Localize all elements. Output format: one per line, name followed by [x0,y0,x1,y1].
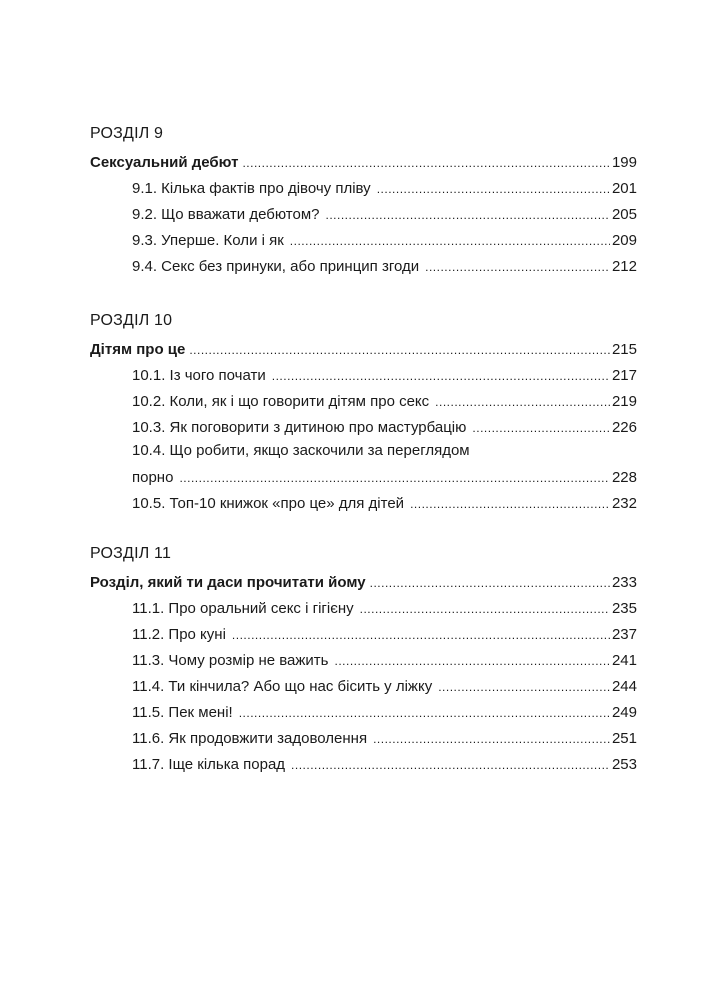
page-number: 205 [611,206,637,223]
item-title: 10.5. Топ-10 книжок «про це» для дітей [132,495,405,512]
item-title: 10.1. Із чого почати [132,367,266,384]
leader-dots [370,573,610,593]
leader-dots [360,599,610,619]
toc-item[interactable] [90,386,637,412]
section-heading: РОЗДІЛ 9 [90,125,164,142]
toc-item[interactable] [90,438,637,488]
leader-dots [335,651,610,671]
toc-item[interactable] [90,619,637,645]
item-title: 9.3. Уперше. Коли і як [132,232,284,249]
toc-item[interactable] [90,199,637,225]
toc-item[interactable] [90,173,637,199]
item-title-line2: порно [132,469,174,486]
leader-dots [291,755,610,775]
leader-dots [272,366,610,386]
chapter-title: Сексуальний дебют [90,154,239,171]
page-number: 226 [611,419,637,436]
leader-dots [438,677,610,697]
item-title: 11.6. Як продовжити задоволення [132,730,368,747]
chapter-title: Розділ, який ти даси прочитати йому [90,574,366,591]
page-number: 237 [611,626,637,643]
item-title: 11.2. Про куні [132,626,226,643]
section-heading: РОЗДІЛ 11 [90,545,172,562]
toc-item[interactable] [90,488,637,514]
item-title: 11.5. Пек мені! [132,704,233,721]
chapter-entry[interactable] [90,567,637,593]
page-number: 199 [611,154,637,171]
item-title: 10.3. Як поговорити з дитиною про мастурбацію [132,419,467,436]
leader-dots [377,179,610,199]
page-number: 209 [611,232,637,249]
leader-dots [435,392,610,412]
toc-item[interactable] [90,723,637,749]
page-number: 253 [611,756,637,773]
toc-item[interactable] [90,412,637,438]
toc-item[interactable] [90,360,637,386]
toc-item[interactable] [90,251,637,277]
section-9 [90,121,637,277]
item-title-line2-row [132,464,637,488]
item-title: 10.2. Коли, як і що говорити дітям про секс [132,393,430,410]
leader-dots [373,729,610,749]
chapter-entry[interactable] [90,334,637,360]
section-10 [90,308,637,514]
page-number: 244 [611,678,637,695]
chapter-title: Дітям про це [90,341,186,358]
page-number: 249 [611,704,637,721]
leader-dots [232,625,610,645]
item-title: 9.4. Секс без принуки, або принцип згоди [132,258,420,275]
leader-dots [189,340,610,360]
item-title-line1: 10.4. Що робити, якщо заскочили за переглядом [132,442,470,459]
leader-dots [410,494,610,514]
toc-item[interactable] [90,593,637,619]
page-number: 212 [611,258,637,275]
toc-item[interactable] [90,225,637,251]
leader-dots [425,257,610,277]
section-11 [90,541,637,775]
leader-dots [472,418,610,438]
chapter-entry[interactable] [90,147,637,173]
item-title: 9.1. Кілька фактів про дівочу пліву [132,180,371,197]
page-number: 233 [611,574,637,591]
leader-dots [290,231,610,251]
toc-item[interactable] [90,671,637,697]
page-number: 219 [611,393,637,410]
page-number: 215 [611,341,637,358]
page-number: 235 [611,600,637,617]
item-title: 11.7. Іще кілька порад [132,756,286,773]
page-number: 201 [611,180,637,197]
page-number: 241 [611,652,637,669]
section-heading: РОЗДІЛ 10 [90,312,173,329]
leader-dots [179,468,610,488]
item-title: 11.4. Ти кінчила? Або що нас бісить у ліжку [132,678,433,695]
item-title: 11.1. Про оральний секс і гігієну [132,600,354,617]
toc-item[interactable] [90,749,637,775]
toc-item[interactable] [90,645,637,671]
page-number: 251 [611,730,637,747]
leader-dots [239,703,610,723]
page-number: 232 [611,495,637,512]
item-title: 9.2. Що вважати дебютом? [132,206,320,223]
page-number: 217 [611,367,637,384]
toc-item[interactable] [90,697,637,723]
page-number: 228 [611,469,637,486]
leader-dots [325,205,609,225]
item-title: 11.3. Чому розмір не важить [132,652,329,669]
leader-dots [242,153,610,173]
